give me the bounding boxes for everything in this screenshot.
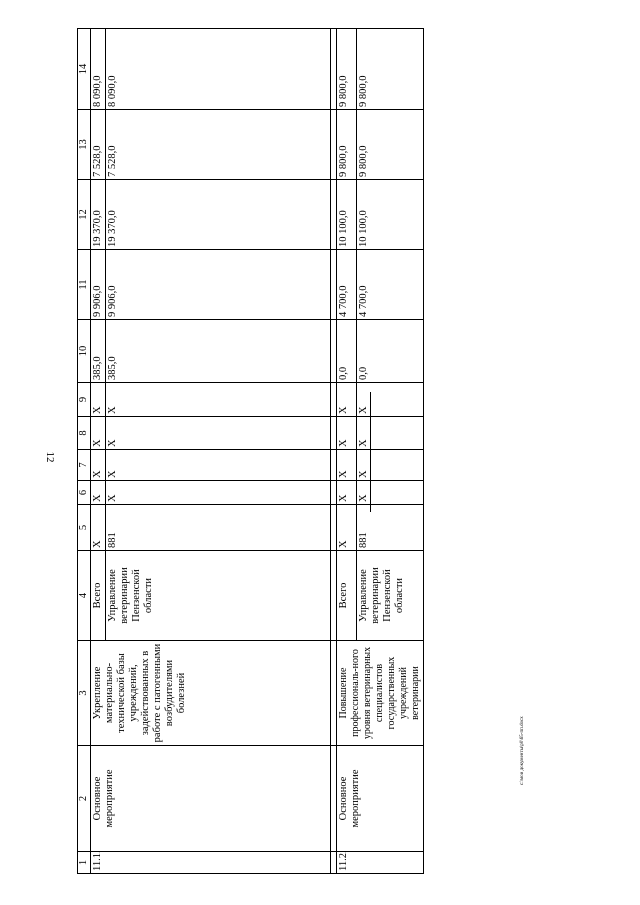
program-budget-table: [77, 28, 424, 874]
total-value: X: [337, 505, 357, 551]
executor-value: 7 528,0: [106, 110, 331, 180]
header-cell: 3: [78, 641, 91, 746]
executor-value: X: [106, 481, 331, 505]
total-label: Всего: [91, 551, 106, 641]
executor-value: X: [106, 383, 331, 417]
total-value: X: [91, 417, 106, 450]
total-value: 10 100,0: [337, 180, 357, 250]
event-type: Основное мероприятие: [91, 746, 331, 852]
total-value: 19 370,0: [91, 180, 106, 250]
executor-value: 10 100,0: [356, 180, 423, 250]
page-number: 12: [44, 451, 56, 463]
total-value: X: [91, 481, 106, 505]
executor-value: 881: [106, 505, 331, 551]
rotated-budget-sheet: [77, 29, 421, 874]
executor-name: Управление ветеринарии Пензенской области: [106, 551, 331, 641]
total-value: X: [91, 450, 106, 481]
header-row: [78, 29, 91, 874]
executor-value: 9 906,0: [106, 250, 331, 320]
header-cell: 12: [78, 180, 91, 250]
event-name: Укрепление материально-технической базы учреждений, задействованных в работе с патогенными возбудителями болезней: [91, 641, 331, 746]
executor-value: X: [356, 417, 423, 450]
total-value: 7 528,0: [91, 110, 106, 180]
table-row-total: [91, 29, 106, 874]
header-cell: 13: [78, 110, 91, 180]
event-type: Основное мероприятие: [337, 746, 424, 852]
header-cell: 14: [78, 29, 91, 110]
total-value: 8 090,0: [91, 29, 106, 110]
header-cell: 8: [78, 417, 91, 450]
header-cell: 2: [78, 746, 91, 852]
total-value: 9 800,0: [337, 110, 357, 180]
total-value: X: [91, 383, 106, 417]
total-label: Всего: [337, 551, 357, 641]
header-cell: 9: [78, 383, 91, 417]
table-row-total: [337, 29, 357, 874]
header-cell: 10: [78, 320, 91, 383]
executor-value: 9 800,0: [356, 29, 423, 110]
total-value: 0,0: [337, 320, 357, 383]
executor-value: 4 700,0: [356, 250, 423, 320]
executor-value: 19 370,0: [106, 180, 331, 250]
executor-value: X: [356, 383, 423, 417]
total-value: X: [337, 383, 357, 417]
total-value: X: [91, 505, 106, 551]
executor-name: Управление ветеринарии Пензенской области: [356, 551, 423, 641]
total-value: 9 800,0: [337, 29, 357, 110]
header-cell: 11: [78, 250, 91, 320]
executor-value: 0,0: [356, 320, 423, 383]
executor-value: X: [106, 417, 331, 450]
executor-value: 385,0: [106, 320, 331, 383]
header-cell: 6: [78, 481, 91, 505]
event-name: Повышение профессиональ-ного уровня ветеринарных специалистов государственных учреждений ветеринарии: [337, 641, 424, 746]
total-value: X: [337, 417, 357, 450]
executor-value: 9 800,0: [356, 110, 423, 180]
row-number: 11.2.: [337, 852, 424, 874]
header-cell: 7: [78, 450, 91, 481]
row-number: 11.1.: [91, 852, 331, 874]
total-value: 4 700,0: [337, 250, 357, 320]
total-value: 9 906,0: [91, 250, 106, 320]
header-cell: 1: [78, 852, 91, 874]
total-value: X: [337, 481, 357, 505]
total-value: X: [337, 450, 357, 481]
executor-value: 881: [356, 505, 423, 551]
executor-value: 8 090,0: [106, 29, 331, 110]
header-cell: 4: [78, 551, 91, 641]
executor-value: X: [356, 450, 423, 481]
header-cell: 5: [78, 505, 91, 551]
footer-file-path: c:\мои документы\p0\65-пп.docx: [520, 716, 525, 785]
total-value: 385,0: [91, 320, 106, 383]
executor-value: X: [356, 481, 423, 505]
executor-value: X: [106, 450, 331, 481]
